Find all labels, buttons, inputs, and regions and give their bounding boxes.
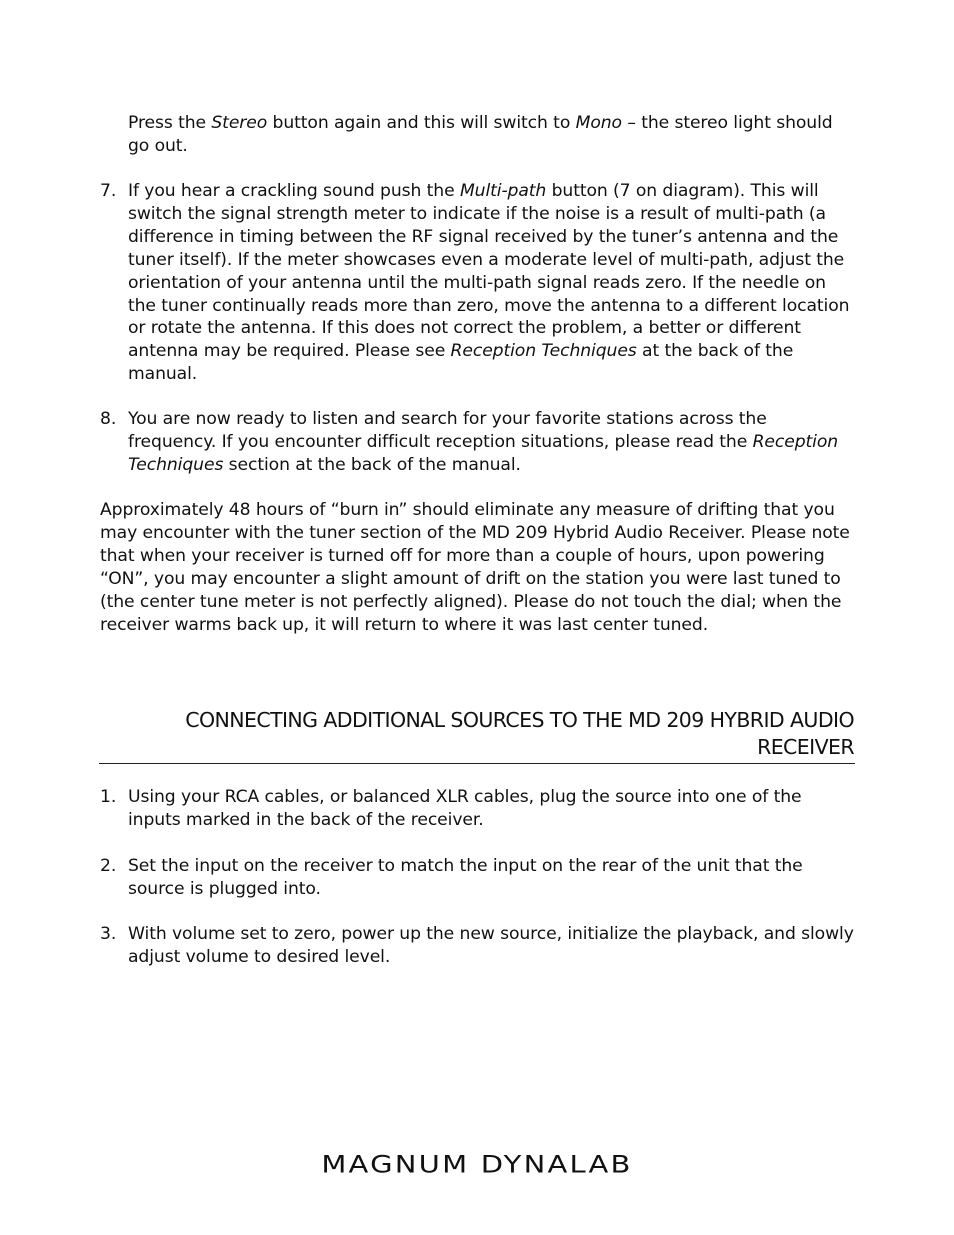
list-item-text: Using your RCA cables, or balanced XLR cables, plug the source into one of the inputs marked in the back of the receiver. bbox=[128, 787, 802, 830]
magnum-dynalab-logo: MAGNUM DYNALAB bbox=[321, 1150, 633, 1179]
list-number: 2. bbox=[100, 856, 117, 876]
list-number: 7. bbox=[100, 181, 117, 201]
text-run: Press the bbox=[128, 113, 212, 133]
list-item-text: With volume set to zero, power up the new source, initialize the playback, and slowly adjust volume to desired level. bbox=[128, 924, 854, 967]
section-heading bbox=[100, 707, 854, 760]
text-run: at the back of the manual. bbox=[128, 341, 794, 385]
list-number: 8. bbox=[100, 409, 117, 429]
text-run: You are now ready to listen and search for your favorite stations across the frequency. If you encounter difficult reception situations, please read the bbox=[128, 409, 767, 452]
text-run: button (7 on diagram). This will switch the signal strength meter to indicate if the noise is a result of multi-path (a difference in timing between the RF signal received by the tuner’s antenna and the tuner itself). If the meter showcases even a moderate level of multi-path, adjust the orientation of your antenna until the multi-path signal reads zero. If the needle on the tuner continually reads more than zero, move the antenna to a different location or rotate the antenna. If this does not correct the problem, a better or different antenna may be required. Please see bbox=[128, 181, 850, 362]
text-run: button again and this will switch to bbox=[267, 113, 576, 133]
stereo-button-name: Stereo bbox=[211, 113, 268, 133]
list-number: 3. bbox=[100, 924, 117, 944]
reception-techniques-reference: Reception Techniques bbox=[450, 341, 637, 362]
burn-in-paragraph: Approximately 48 hours of “burn in” should eliminate any measure of drifting that you may encounter with the tuner section of the MD 209 Hybrid Audio Receiver. Please note that when your receiver is turned off for more than a couple of hours, upon powering “ON”, you may encounter a slight amount of drift on the station you were last tuned to (the center tune meter is not perfectly aligned). Please do not touch the dial; when the receiver warms back up, it will return to where it was last center tuned. bbox=[100, 500, 850, 635]
list-number: 1. bbox=[100, 787, 117, 807]
multipath-button-name: Multi-path bbox=[459, 181, 547, 201]
mono-mode-name: Mono bbox=[575, 113, 622, 133]
text-run: If you hear a crackling sound push the bbox=[128, 181, 460, 201]
text-run: section at the back of the manual. bbox=[223, 454, 521, 475]
section-heading-line: CONNECTING ADDITIONAL SOURCES TO THE MD 209 HYBRID AUDIO bbox=[185, 708, 854, 732]
list-item-text bbox=[128, 180, 858, 386]
section-heading-line: RECEIVER bbox=[757, 734, 854, 759]
reception-techniques-reference: Reception Techniques bbox=[128, 431, 839, 475]
text-run: – the stereo light should go out. bbox=[128, 113, 833, 156]
stereo-continuation-text bbox=[128, 112, 858, 158]
heading-underline bbox=[99, 763, 855, 764]
list-item-text bbox=[128, 408, 858, 477]
list-item-text: Set the input on the receiver to match the input on the rear of the unit that the source is plugged into. bbox=[128, 856, 803, 899]
